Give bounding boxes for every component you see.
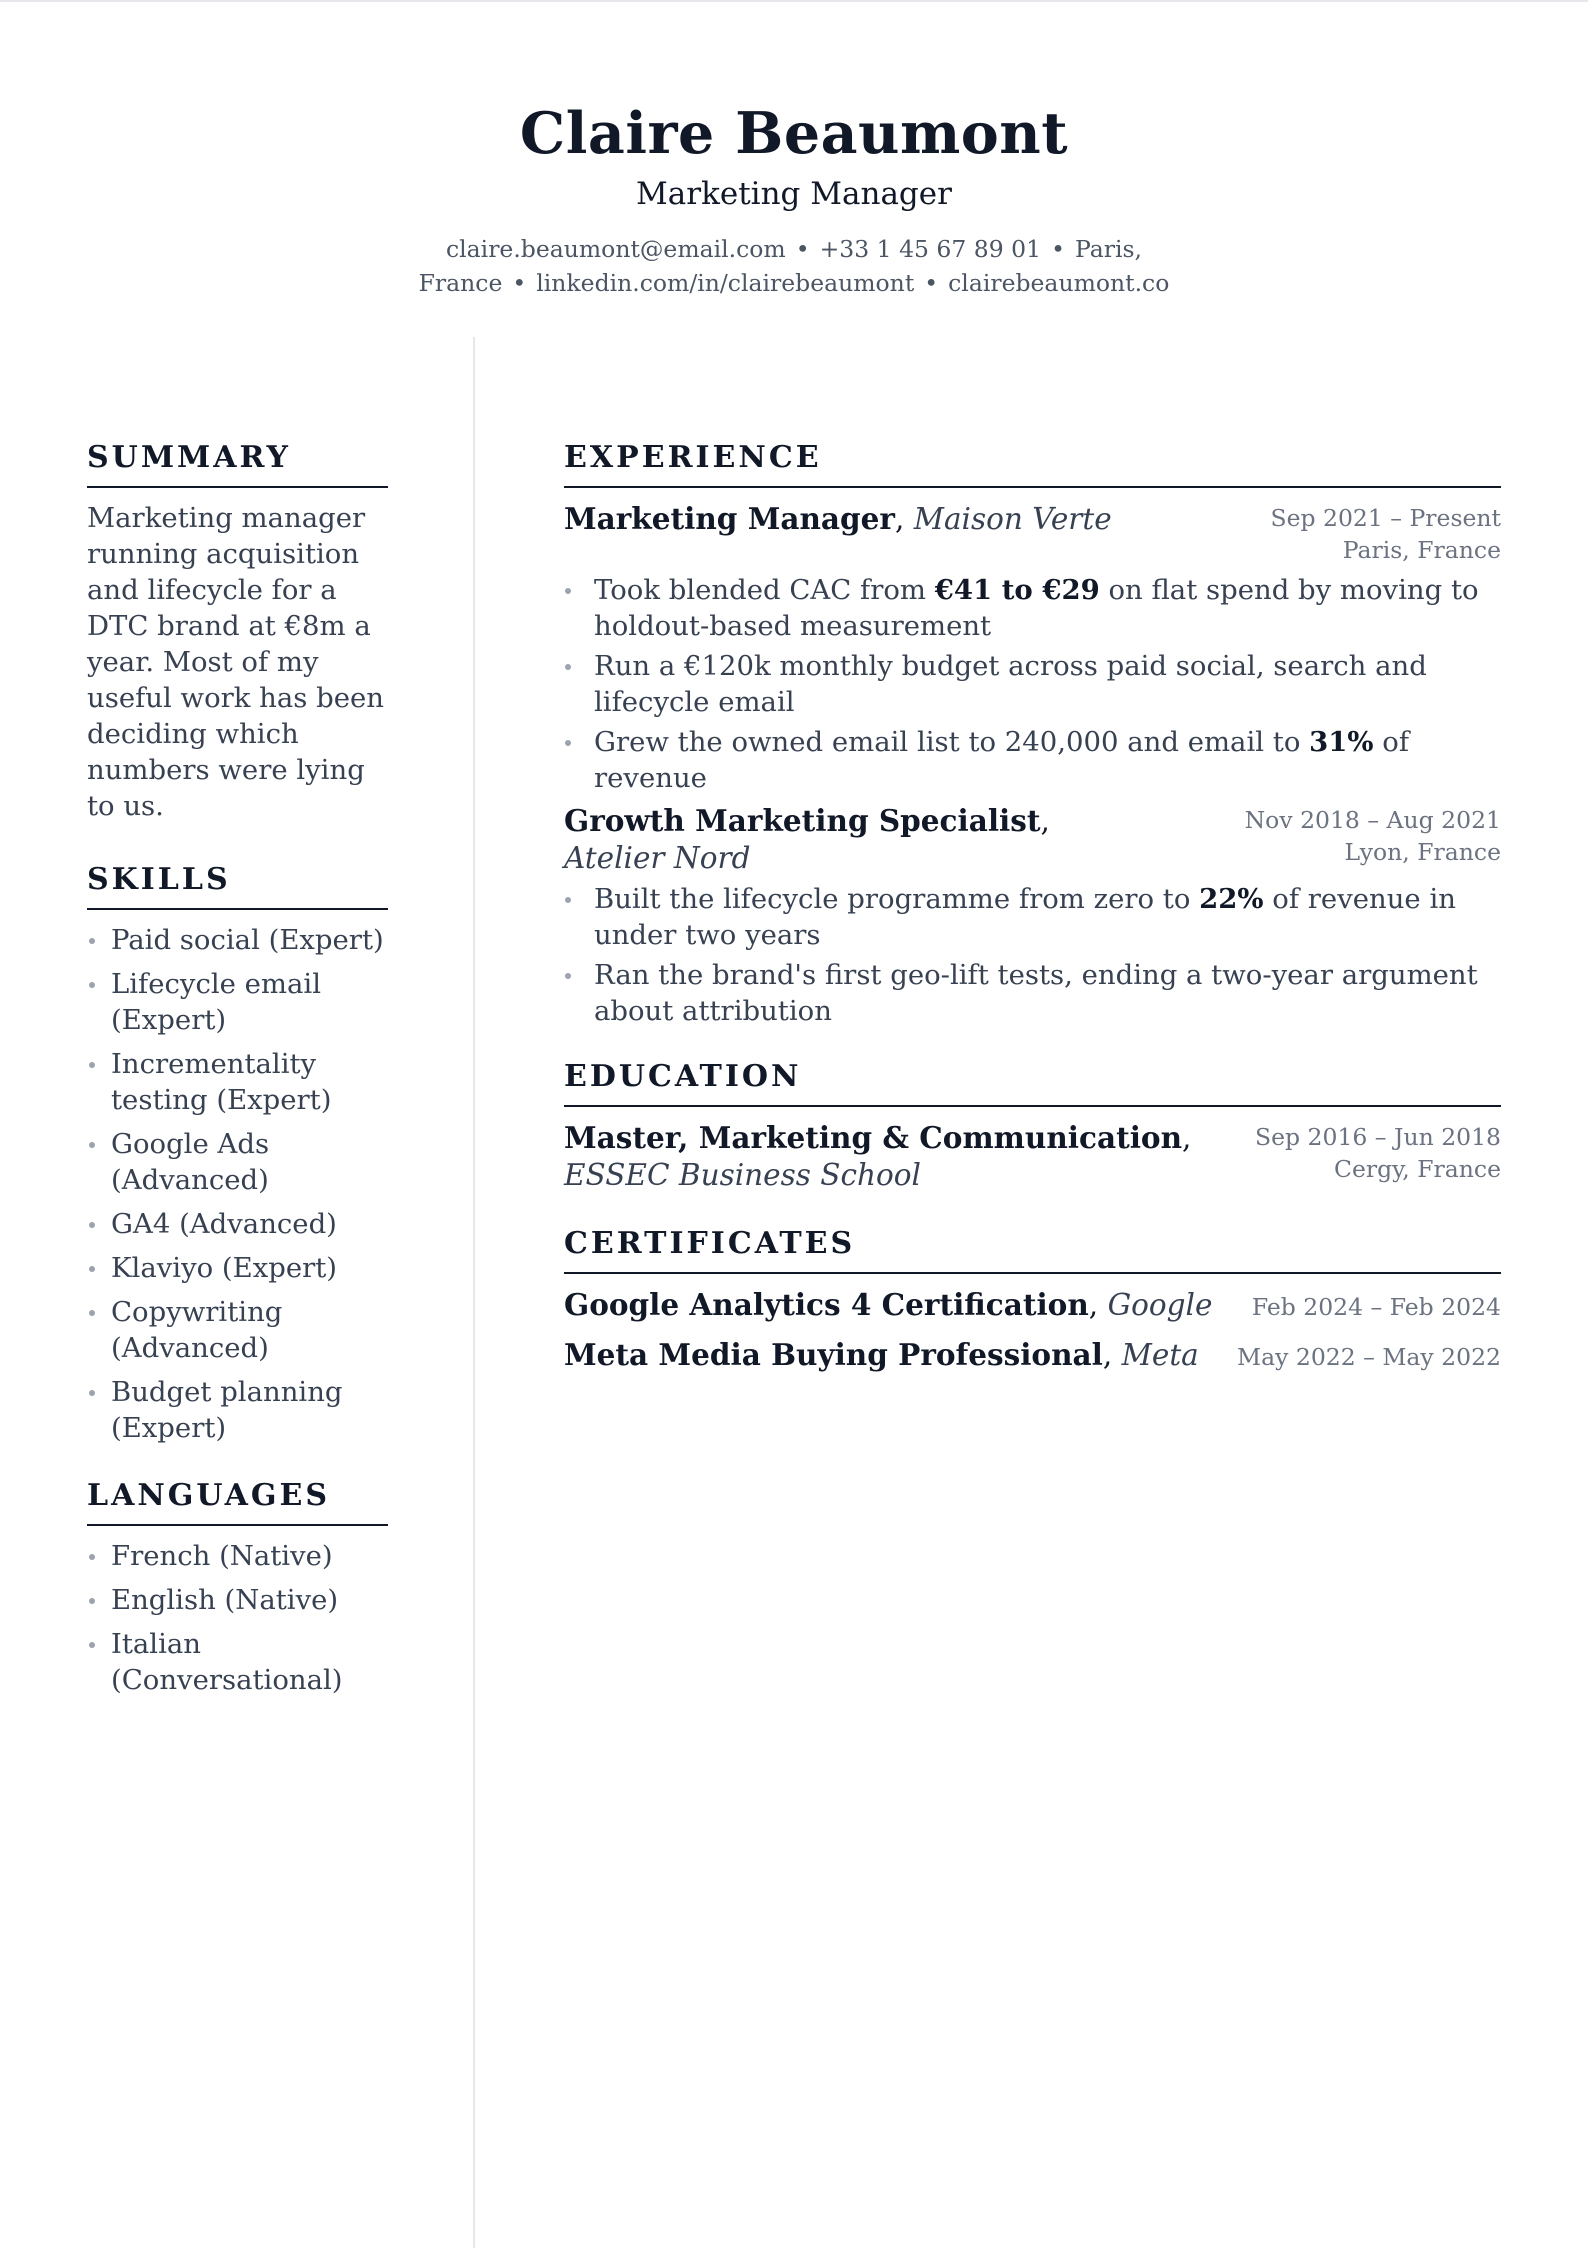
job-bullets <box>564 881 1501 1029</box>
job-dates: Nov 2018 – Aug 2021 <box>1244 806 1501 834</box>
certificate-dates: May 2022 – May 2022 <box>1237 1343 1501 1371</box>
experience-entry <box>564 500 1501 796</box>
job-company: Maison Verte <box>913 502 1112 536</box>
column-divider <box>473 337 475 2248</box>
skill-item: Lifecycle email (Expert) <box>87 966 388 1038</box>
certificate-dates: Feb 2024 – Feb 2024 <box>1251 1293 1501 1321</box>
job-bullet: Built the lifecycle programme from zero to 22% of revenue in under two years <box>564 881 1501 953</box>
summary-heading: SUMMARY <box>87 436 388 488</box>
summary-section <box>87 436 388 824</box>
job-bullet: Took blended CAC from €41 to €29 on flat spend by moving to holdout-based measurement <box>564 572 1501 644</box>
experience-heading: EXPERIENCE <box>564 436 1501 488</box>
job-meta <box>1245 802 1501 868</box>
skills-heading: SKILLS <box>87 858 388 910</box>
job-bullets <box>564 572 1501 796</box>
contact-separator: • <box>795 235 810 263</box>
skill-item: Klaviyo (Expert) <box>87 1250 388 1286</box>
education-degree: Master, Marketing & Communication <box>564 1120 1183 1155</box>
certificate-row: Meta Media Buying Professional, Meta May 2022 – May 2022 <box>564 1337 1501 1372</box>
skill-item: Copywriting (Advanced) <box>87 1294 388 1366</box>
skill-item: Budget planning (Expert) <box>87 1374 388 1446</box>
skill-item: GA4 (Advanced) <box>87 1206 388 1242</box>
skill-item: Google Ads (Advanced) <box>87 1126 388 1198</box>
left-column <box>87 436 388 1706</box>
job-title-line: Growth Marketing Specialist, Atelier Nord <box>564 803 1050 875</box>
language-item: Italian (Conversational) <box>87 1626 388 1698</box>
education-title-line: Master, Marketing & Communication, ESSEC Business School <box>564 1120 1192 1192</box>
job-title: Growth Marketing Specialist <box>564 803 1041 838</box>
experience-section <box>564 436 1501 1029</box>
certificates-heading: CERTIFICATES <box>564 1222 1501 1274</box>
education-meta <box>1255 1119 1501 1185</box>
right-column <box>564 436 1501 1386</box>
languages-heading: LANGUAGES <box>87 1474 388 1526</box>
certificates-section <box>564 1222 1501 1374</box>
resume-header <box>0 98 1588 300</box>
contact-linkedin[interactable]: linkedin.com/in/clairebeaumont <box>536 269 915 297</box>
job-title: Marketing Manager <box>564 501 895 536</box>
language-item: English (Native) <box>87 1582 388 1618</box>
languages-section <box>87 1474 388 1698</box>
skills-list <box>87 922 388 1446</box>
job-bullet: Run a €120k monthly budget across paid social, search and lifecycle email <box>564 648 1501 720</box>
education-location: Cergy, France <box>1333 1155 1501 1183</box>
job-location: Lyon, France <box>1344 838 1501 866</box>
candidate-name: Claire Beaumont <box>519 100 1069 167</box>
certificate-row: Google Analytics 4 Certification, Google Feb 2024 – Feb 2024 <box>564 1287 1501 1322</box>
contact-separator: • <box>1051 235 1065 263</box>
certificate-issuer: Google <box>1107 1288 1213 1322</box>
summary-text: Marketing manager running acquisition and lifecycle for a DTC brand at €8m a year. Most of my useful work has been deciding which numbers were lying to us. <box>87 502 384 822</box>
certificate-name: Google Analytics 4 Certification <box>564 1287 1089 1322</box>
job-dates: Sep 2021 – Present <box>1270 504 1501 532</box>
language-item: French (Native) <box>87 1538 388 1574</box>
job-company: Atelier Nord <box>564 841 751 875</box>
contact-website[interactable]: clairebeaumont.co <box>948 269 1170 297</box>
education-heading: EDUCATION <box>564 1055 1501 1107</box>
job-location: Paris, France <box>1342 536 1501 564</box>
certificate-issuer: Meta <box>1121 1338 1199 1372</box>
contact-separator: • <box>512 269 527 297</box>
certificate-name: Meta Media Buying Professional <box>564 1337 1103 1372</box>
education-section <box>564 1055 1501 1194</box>
candidate-role: Marketing Manager <box>636 176 952 212</box>
skill-item: Paid social (Expert) <box>87 922 388 958</box>
skills-section <box>87 858 388 1446</box>
job-bullet: Grew the owned email list to 240,000 and email to 31% of revenue <box>564 724 1501 796</box>
contact-separator: • <box>924 269 939 297</box>
job-meta <box>1270 500 1501 566</box>
education-school: ESSEC Business School <box>564 1158 921 1192</box>
contact-location: Paris, France <box>418 235 1143 297</box>
education-dates: Sep 2016 – Jun 2018 <box>1255 1123 1501 1151</box>
education-entry <box>564 1119 1501 1194</box>
languages-list <box>87 1538 388 1698</box>
contact-line <box>404 232 1184 300</box>
contact-phone[interactable]: +33 1 45 67 89 01 <box>819 235 1042 263</box>
contact-email[interactable]: claire.beaumont@email.com <box>445 235 786 263</box>
job-bullet: Ran the brand's first geo-lift tests, ending a two-year argument about attribution <box>564 957 1501 1029</box>
experience-entry <box>564 802 1501 1029</box>
skill-item: Incrementality testing (Expert) <box>87 1046 388 1118</box>
job-title-line: Marketing Manager, Maison Verte <box>564 501 1112 536</box>
